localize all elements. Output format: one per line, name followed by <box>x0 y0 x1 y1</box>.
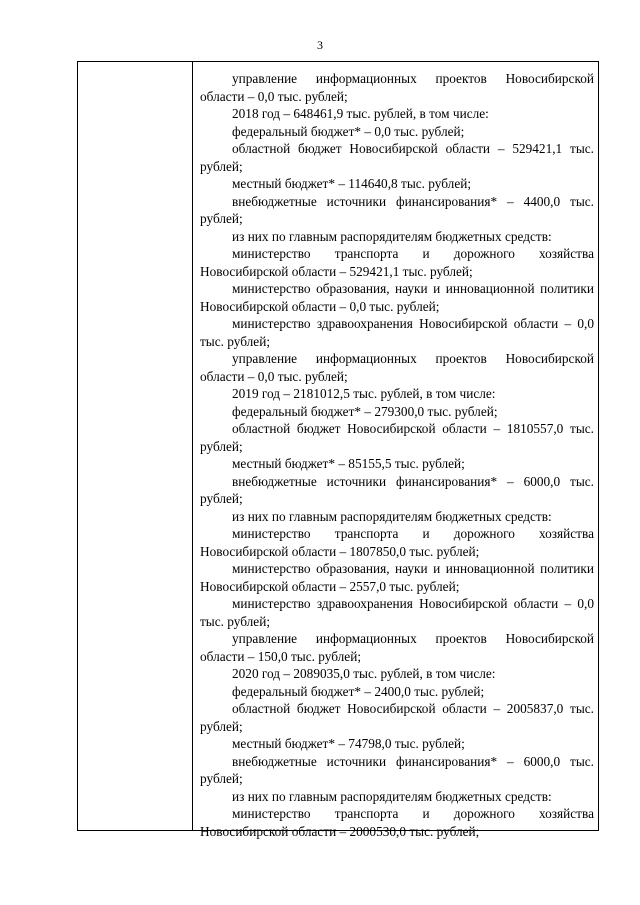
paragraph: министерство здравоохранения Новосибирской области – 0,0 тыс. рублей; <box>200 596 594 629</box>
paragraph: 2019 год – 2181012,5 тыс. рублей, в том числе: <box>232 386 496 401</box>
paragraph: из них по главным распорядителям бюджетных средств: <box>232 508 552 524</box>
paragraph: областной бюджет Новосибирской области – 1810557,0 тыс. рублей; <box>200 421 594 454</box>
paragraph: местный бюджет* – 85155,5 тыс. рублей; <box>232 456 465 471</box>
table-right-column <box>200 70 594 840</box>
paragraph: федеральный бюджет* – 2400,0 тыс. рублей; <box>232 683 485 699</box>
table-left-column <box>78 62 193 830</box>
paragraph: 2018 год – 648461,9 тыс. рублей, в том числе: <box>232 106 489 121</box>
paragraph: министерство образования, науки и инновационной политики Новосибирской области – 0,0 тыс. рублей; <box>200 281 594 314</box>
paragraph: министерство транспорта и дорожного хозяйства Новосибирской области – 529421,1 тыс. рублей; <box>200 246 594 279</box>
paragraph: министерство транспорта и дорожного хозяйства Новосибирской области – 2000530,0 тыс. рублей; <box>200 806 594 839</box>
paragraph: федеральный бюджет* – 0,0 тыс. рублей; <box>232 123 465 139</box>
paragraph: федеральный бюджет* – 279300,0 тыс. рублей; <box>232 403 498 419</box>
document-table <box>77 61 599 839</box>
paragraph: областной бюджет Новосибирской области – 2005837,0 тыс. рублей; <box>200 701 594 734</box>
paragraph: областной бюджет Новосибирской области – 529421,1 тыс. рублей; <box>200 141 594 174</box>
page-number: 3 <box>317 38 323 52</box>
paragraph: внебюджетные источники финансирования* – 4400,0 тыс. рублей; <box>200 193 594 226</box>
paragraph: внебюджетные источники финансирования* – 6000,0 тыс. рублей; <box>200 753 594 786</box>
paragraph: министерство здравоохранения Новосибирской области – 0,0 тыс. рублей; <box>200 316 594 349</box>
paragraph: из них по главным распорядителям бюджетных средств: <box>232 788 552 804</box>
paragraph: местный бюджет* – 114640,8 тыс. рублей; <box>232 176 472 191</box>
paragraph: управление информационных проектов Новосибирской области – 0,0 тыс. рублей; <box>200 351 594 384</box>
paragraph: министерство образования, науки и инновационной политики Новосибирской области – 2557,0 тыс. рублей; <box>200 561 594 594</box>
paragraph: внебюджетные источники финансирования* – 6000,0 тыс. рублей; <box>200 473 594 506</box>
paragraph: управление информационных проектов Новосибирской области – 150,0 тыс. рублей; <box>200 631 594 664</box>
paragraph: 2020 год – 2089035,0 тыс. рублей, в том числе: <box>232 666 496 681</box>
paragraph: министерство транспорта и дорожного хозяйства Новосибирской области – 1807850,0 тыс. рублей; <box>200 526 594 559</box>
paragraph: местный бюджет* – 74798,0 тыс. рублей; <box>232 736 465 751</box>
paragraph: из них по главным распорядителям бюджетных средств: <box>232 228 552 244</box>
paragraph: управление информационных проектов Новосибирской области – 0,0 тыс. рублей; <box>200 71 594 104</box>
